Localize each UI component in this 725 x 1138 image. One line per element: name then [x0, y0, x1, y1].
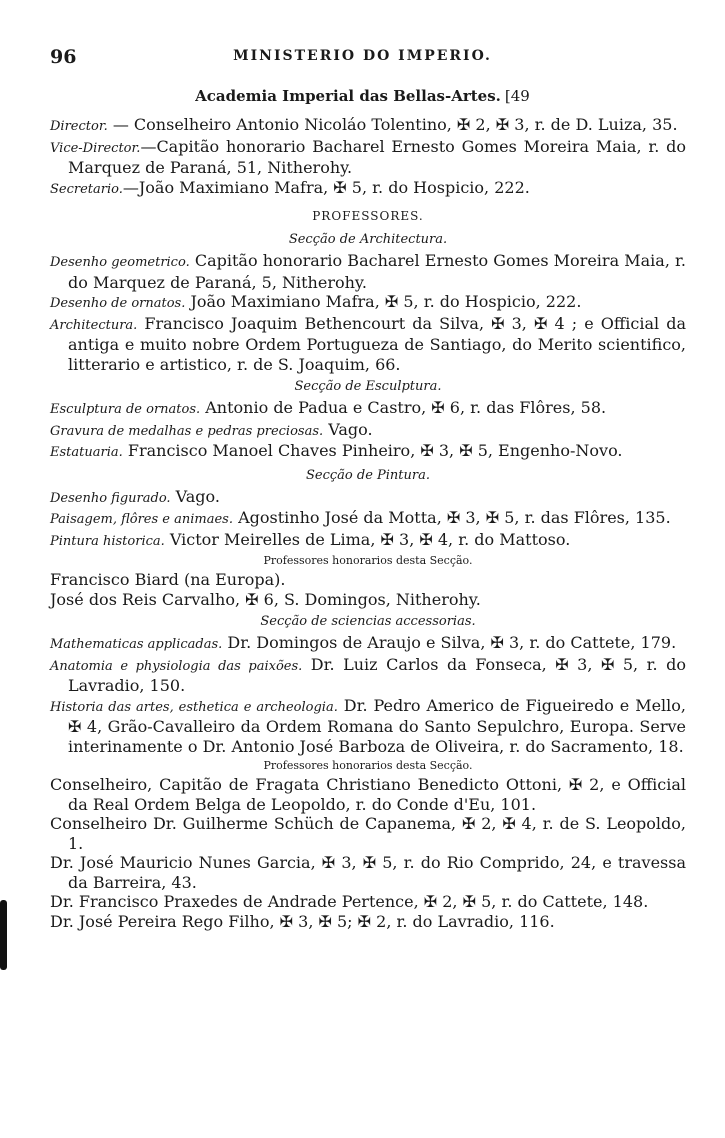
officer-entry: Director. — Conselheiro Antonio Nicoláo Tolentino, ✠ 2, ✠ 3, r. de D. Luiza, 35.: [50, 115, 678, 134]
section-title: Secção de Pintura.: [306, 467, 430, 483]
honorary-heading: Professores honorarios desta Secção.: [263, 554, 473, 567]
section-title: Secção de sciencias accessorias.: [260, 614, 476, 629]
honorary-entry: Conselheiro, Capitão de Fragata Christiano Benedicto Ottoni, ✠ 2, e Official da Real Ordem Belga de Leopoldo, r. do Conde d'Eu, 101.: [50, 775, 686, 814]
professor-entry: Desenho de ornatos. João Maximiano Mafra, ✠ 5, r. do Hospicio, 222.: [50, 292, 582, 311]
professor-entry: Gravura de medalhas e pedras preciosas. Vago.: [50, 419, 373, 439]
honorary-entry: Francisco Biard (na Europa).: [50, 570, 286, 589]
professor-entry: Paisagem, flôres e animaes. Agostinho José da Motta, ✠ 3, ✠ 5, r. das Flôres, 135.: [50, 508, 671, 527]
section-title: Secção de Architectura.: [288, 232, 448, 247]
running-title: MINISTERIO DO IMPERIO.: [233, 48, 492, 64]
professor-entry: Mathematicas applicadas. Dr. Domingos de Araujo e Silva, ✠ 3, r. do Cattete, 179.: [50, 633, 677, 652]
professor-entry: Architectura. Francisco Joaquim Bethencourt da Silva, ✠ 3, ✠ 4 ; e Official da antiga e muito nobre Ordem Portugueza de Santiago, do Merito scientifico, litterario e artistico, r. de S. Joaquim, 66.: [50, 313, 686, 374]
professor-entry: Desenho figurado. Vago.: [50, 486, 220, 506]
institution-heading: [0, 87, 725, 105]
institution-title: Academia Imperial das Bellas-Artes.: [195, 87, 501, 105]
honorary-entry: José dos Reis Carvalho, ✠ 6, S. Domingos, Nitherohy.: [50, 589, 481, 609]
professor-entry: Desenho geometrico. Capitão honorario Bacharel Ernesto Gomes Moreira Maia, r. do Marquez de Paraná, 5, Nitherohy.: [50, 251, 687, 292]
section-title: Secção de Esculptura.: [294, 379, 442, 394]
professor-entry: Pintura historica. Victor Meirelles de Lima, ✠ 3, ✠ 4, r. do Mattoso.: [50, 529, 571, 549]
honorary-heading: Professores honorarios desta Secção.: [263, 759, 473, 772]
binding-mark: [0, 900, 7, 970]
honorary-entry: Dr. José Pereira Rego Filho, ✠ 3, ✠ 5; ✠ 2, r. do Lavradio, 116.: [50, 911, 555, 931]
professor-entry: Estatuaria. Francisco Manoel Chaves Pinheiro, ✠ 3, ✠ 5, Engenho-Novo.: [50, 441, 623, 460]
professores-heading: PROFESSORES.: [312, 209, 424, 223]
officer-entry: Vice-Director.—Capitão honorario Bacharel Ernesto Gomes Moreira Maia, r. do Marquez de Paraná, 51, Nitherohy.: [50, 136, 686, 177]
directory-content: [50, 115, 686, 931]
professor-entry: Esculptura de ornatos. Antonio de Padua e Castro, ✠ 6, r. das Flôres, 58.: [50, 398, 607, 417]
reference-number: [49: [504, 87, 530, 105]
officer-entry: Secretario.—João Maximiano Mafra, ✠ 5, r. do Hospicio, 222.: [50, 177, 530, 197]
professor-entry: Anatomia e physiologia das paixões. Dr. Luiz Carlos da Fonseca, ✠ 3, ✠ 5, r. do Lavradio, 150.: [50, 654, 687, 695]
professor-entry: Historia das artes, esthetica e archeologia. Dr. Pedro Americo de Figueiredo e Mello, ✠ 4, Grão-Cavalleiro da Ordem Romana do Santo Sepulchro, Europa. Serve interinamente o Dr. Antonio José Barboza de Oliveira, r. do Sacramento, 18.: [50, 695, 686, 756]
page-number: 96: [50, 46, 77, 68]
honorary-entry: Conselheiro Dr. Guilherme Schüch de Capanema, ✠ 2, ✠ 4, r. de S. Leopoldo, 1.: [50, 814, 686, 853]
honorary-entry: Dr. Francisco Praxedes de Andrade Pertence, ✠ 2, ✠ 5, r. do Cattete, 148.: [50, 892, 649, 911]
honorary-entry: Dr. José Mauricio Nunes Garcia, ✠ 3, ✠ 5, r. do Rio Comprido, 24, e travessa da Barreira, 43.: [50, 853, 686, 892]
